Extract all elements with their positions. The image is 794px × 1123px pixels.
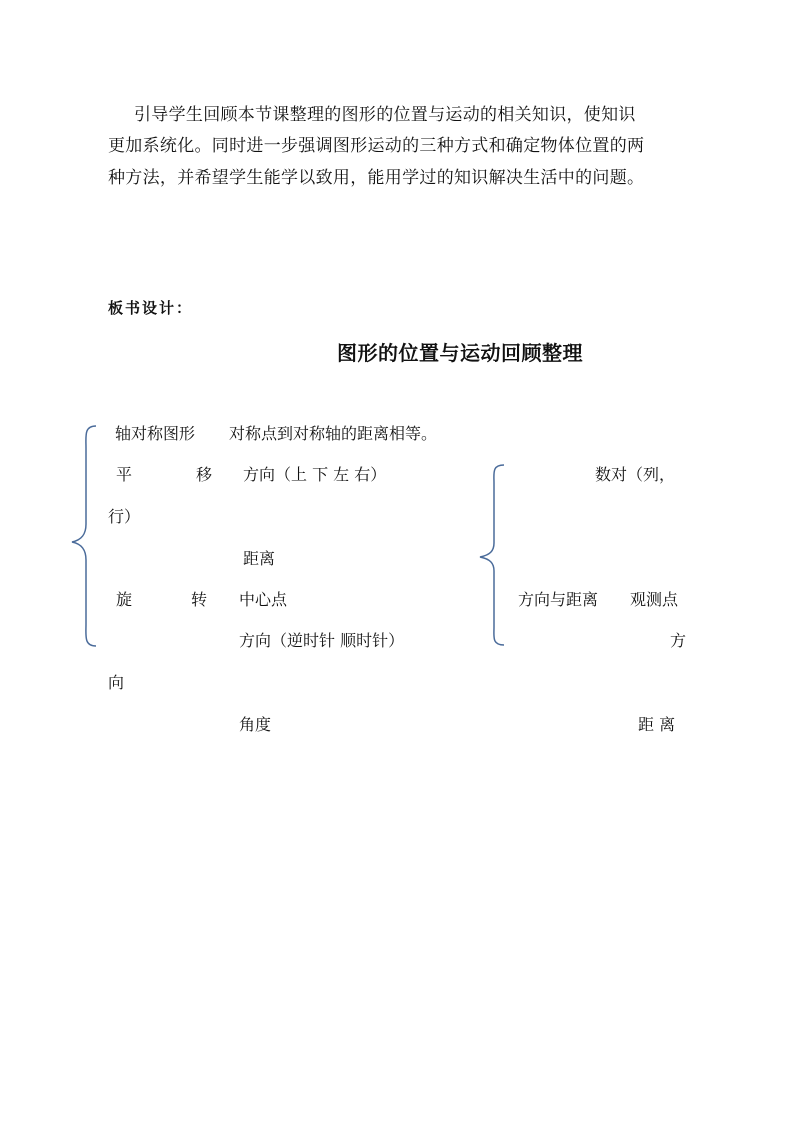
left-brace [66,424,102,648]
translation-char-1: 平 [116,465,133,484]
board-design-label: 板书设计： [108,299,194,317]
rotation-angle: 角度 [239,715,272,734]
observation-point: 观测点 [630,590,679,609]
direction-char-1: 方 [670,631,687,650]
translation-char-2: 移 [196,465,213,484]
rotation-char-1: 旋 [116,590,133,609]
number-pair-wrap: 行） [108,507,141,526]
rotation-char-2: 转 [191,590,208,609]
rotation-center-point: 中心点 [239,590,288,609]
distance-label: 距 离 [638,715,676,734]
board-title: 图形的位置与运动回顾整理 [337,341,583,365]
paragraph-line-2: 更加系统化。同时进一步强调图形运动的三种方式和确定物体位置的两 [108,136,645,156]
axis-symmetry-figure: 轴对称图形 [115,424,196,443]
rotation-direction: 方向（逆时针 顺时针） [239,631,405,650]
paragraph-line-1: 引导学生回顾本节课整理的图形的位置与运动的相关知识，使知识 [134,105,636,125]
right-brace [474,463,510,647]
direction-and-distance: 方向与距离 [518,590,599,609]
number-pair: 数对（列， [595,465,676,484]
translation-direction: 方向（上 下 左 右） [243,465,387,484]
direction-char-2: 向 [108,673,125,692]
axis-symmetry-description: 对称点到对称轴的距离相等。 [229,424,438,443]
paragraph-line-3: 种方法，并希望学生能学以致用，能用学过的知识解决生活中的问题。 [108,168,645,188]
translation-distance: 距离 [243,549,276,568]
